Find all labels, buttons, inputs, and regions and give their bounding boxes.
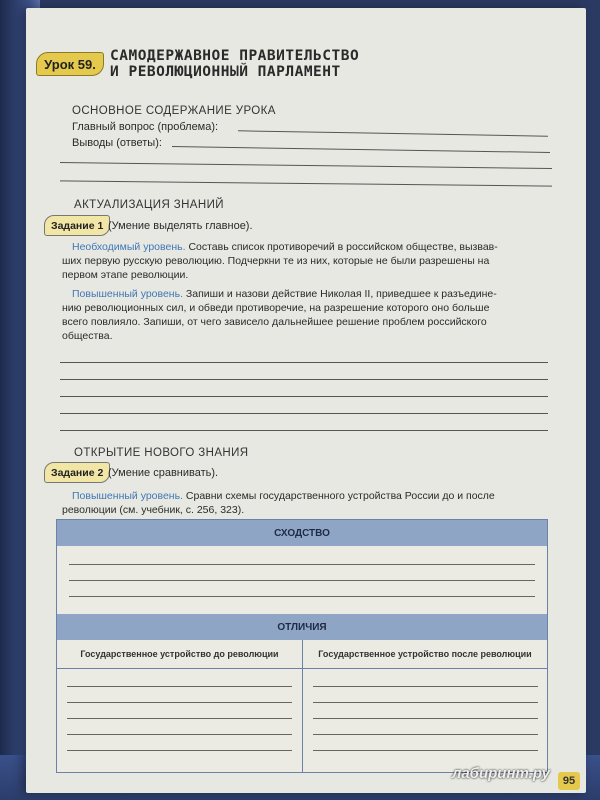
before-line-4[interactable]	[67, 734, 292, 735]
similarity-line-2[interactable]	[69, 580, 535, 581]
similarity-line-1[interactable]	[69, 564, 535, 565]
lesson-title	[110, 48, 530, 80]
column-after-revolution: Государственное устройство после революции	[303, 640, 547, 669]
after-line-2[interactable]	[313, 702, 538, 703]
column-divider	[302, 640, 303, 772]
after-line-3[interactable]	[313, 718, 538, 719]
new-knowledge-heading: ОТКРЫТИЕ НОВОГО ЗНАНИЯ	[74, 447, 249, 459]
conclusions-label: Выводы (ответы):	[72, 137, 162, 149]
after-line-5[interactable]	[313, 750, 538, 751]
similarity-header: СХОДСТВО	[57, 520, 547, 546]
after-line-4[interactable]	[313, 734, 538, 735]
lesson-title-line2: И РЕВОЛЮЦИОННЫЙ ПАРЛАМЕНТ	[110, 64, 341, 80]
before-line-5[interactable]	[67, 750, 292, 751]
before-line-3[interactable]	[67, 718, 292, 719]
task1-level2-line3: всего повлияло. Запиши, от чего зависело дальнейшее решение проблем российского	[62, 316, 487, 328]
task1-skill: (Умение выделять главное).	[108, 220, 253, 232]
task1-answer-line-2[interactable]	[60, 379, 548, 380]
before-line-2[interactable]	[67, 702, 292, 703]
task1-level1-line2: ших первую русскую революцию. Подчеркни те из них, которые не были разрешены на	[62, 255, 490, 267]
task2-skill: (Умение сравнивать).	[108, 467, 219, 479]
task1-answer-line-5[interactable]	[60, 430, 548, 431]
after-line-1[interactable]	[313, 686, 538, 687]
similarity-line-3[interactable]	[69, 596, 535, 597]
task1-level2-label: Повышенный уровень.	[72, 288, 183, 300]
actualization-heading: АКТУАЛИЗАЦИЯ ЗНАНИЙ	[74, 199, 224, 211]
task1-badge: Задание 1	[44, 215, 110, 236]
task1-level1-label: Необходимый уровень.	[72, 241, 186, 253]
differences-header: ОТЛИЧИЯ	[57, 614, 547, 640]
column-before-revolution: Государственное устройство до революции	[57, 640, 302, 669]
task1-answer-line-4[interactable]	[60, 413, 548, 414]
labirint-watermark: лабиринт.ру	[452, 765, 550, 782]
task1-level1-line3: первом этапе революции.	[62, 269, 189, 281]
task1-level2-line1: Повышенный уровень. Запиши и назови действие Николая II, приведшее к разъедине-	[72, 288, 497, 300]
task1-level1-line1: Необходимый уровень. Составь список противоречий в российском обществе, вызвав-	[72, 241, 498, 253]
task2-badge: Задание 2	[44, 462, 110, 483]
task2-level-line1: Повышенный уровень. Сравни схемы государственного устройства России до и после	[72, 490, 495, 502]
task2-level-line2: революции (см. учебник, с. 256, 323).	[62, 504, 245, 516]
lesson-badge: Урок 59.	[36, 52, 104, 76]
lesson-title-line1: САМОДЕРЖАВНОЕ ПРАВИТЕЛЬСТВО	[110, 48, 360, 64]
task1-answer-line-3[interactable]	[60, 396, 548, 397]
before-line-1[interactable]	[67, 686, 292, 687]
task1-answer-line-1[interactable]	[60, 362, 548, 363]
main-question-label: Главный вопрос (проблема):	[72, 121, 219, 133]
task1-level2-line4: общества.	[62, 330, 113, 342]
comparison-table	[56, 519, 548, 773]
task1-level2-line2: нию революционных сил, и обведи противоречие, на разрешение которого оно больше	[62, 302, 490, 314]
main-content-heading: ОСНОВНОЕ СОДЕРЖАНИЕ УРОКА	[72, 105, 276, 117]
task2-level-label: Повышенный уровень.	[72, 490, 183, 502]
page-number: 95	[558, 772, 580, 790]
